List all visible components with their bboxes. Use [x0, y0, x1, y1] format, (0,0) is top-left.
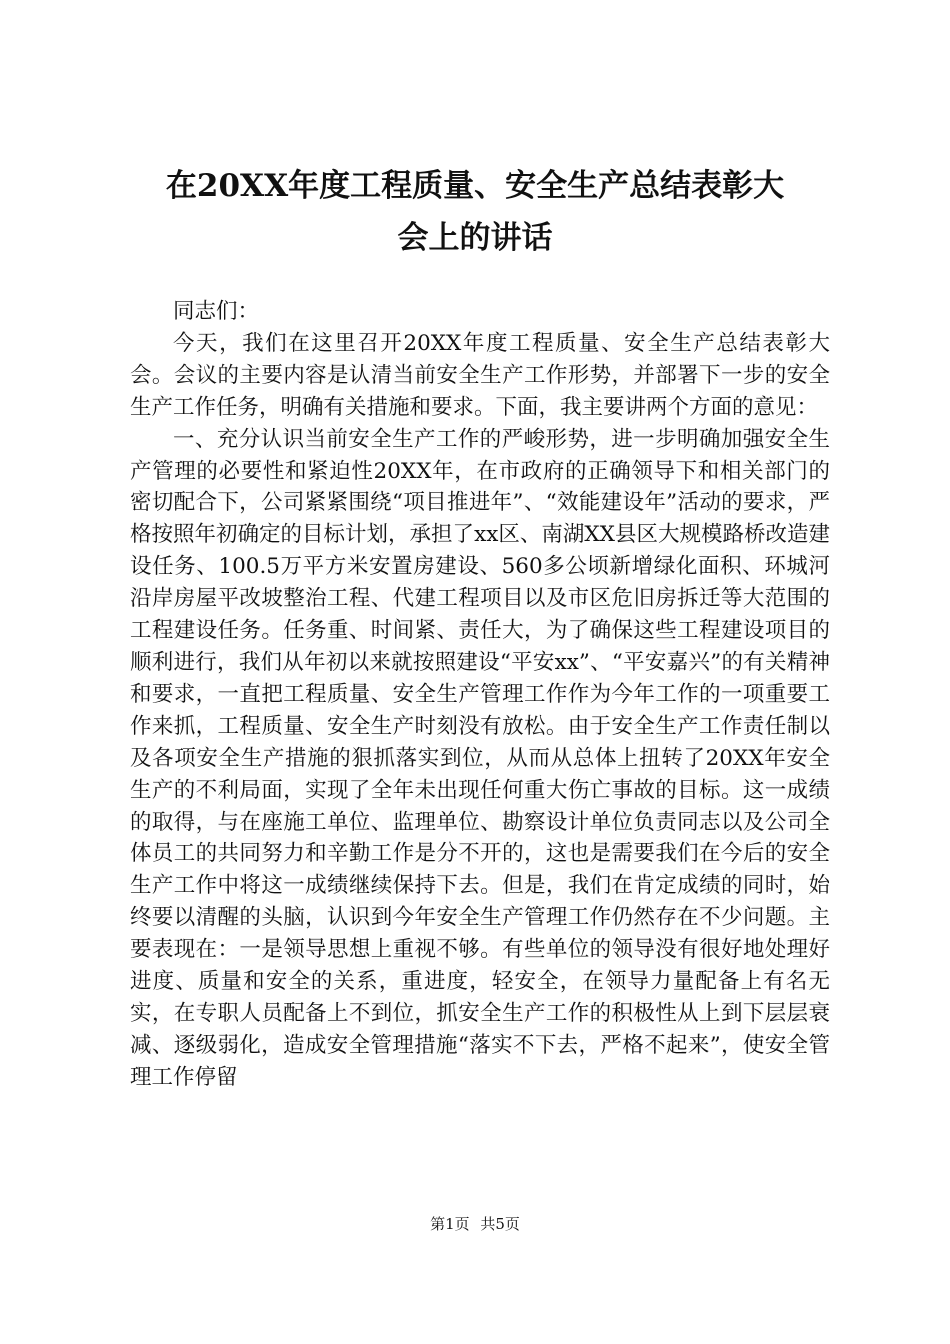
page-total: 共5页: [480, 1215, 520, 1233]
section-one-paragraph: 一、充分认识当前安全生产工作的严峻形势，进一步明确加强安全生产管理的必要性和紧迫性20XX年，在市政府的正确领导下和相关部门的密切配合下，公司紧紧围绕“项目推进年”、“效能建设年”活动的要求，严格按照年初确定的目标计划，承担了xx区、南湖XX县区大规模路桥改造建设任务、100.5万平方米安置房建设、560多公顷新增绿化面积、环城河沿岸房屋平改坡整治工程、代建工程项目以及市区危旧房拆迁等大范围的工程建设任务。任务重、时间紧、责任大，为了确保这些工程建设项目的顺利进行，我们从年初以来就按照建设“平安xx”、“平安嘉兴”的有关精神和要求，一直把工程质量、安全生产管理工作作为今年工作的一项重要工作来抓，工程质量、安全生产时刻没有放松。由于安全生产工作责任制以及各项安全生产措施的狠抓落实到位，从而从总体上扭转了20XX年安全生产的不利局面，实现了全年未出现任何重大伤亡事故的目标。这一成绩的取得，与在座施工单位、监理单位、勘察设计单位负责同志以及公司全体员工的共同努力和辛勤工作是分不开的，这也是需要我们在今后的安全生产工作中将这一成绩继续保持下去。但是，我们在肯定成绩的同时，始终要以清醒的头脑，认识到今年安全生产管理工作仍然存在不少问题。主要表现在：一是领导思想上重视不够。有些单位的领导没有很好地处理好进度、质量和安全的关系，重进度，轻安全，在领导力量配备上有名无实，在专职人员配备上不到位，抓安全生产工作的积极性从上到下层层衰减、逐级弱化，造成安全管理措施“落实不下去，严格不起来”，使安全管理工作停留: [130, 426, 830, 1090]
page-footer: [0, 1214, 950, 1234]
salutation-paragraph: 同志们：: [173, 299, 260, 324]
document-body: [130, 296, 830, 1094]
title-line-1: 在20XX年度工程质量、安全生产总结表彰大: [165, 168, 785, 204]
intro-paragraph: 今天，我们在这里召开20XX年度工程质量、安全生产总结表彰大会。会议的主要内容是认清当前安全生产工作形势，并部署下一步的安全生产工作任务，明确有关措施和要求。下面，我主要讲两个方面的意见：: [130, 330, 830, 420]
document-title: [120, 160, 830, 264]
page-number: 第1页: [430, 1215, 470, 1233]
title-line-2: 会上的讲话: [397, 220, 553, 256]
